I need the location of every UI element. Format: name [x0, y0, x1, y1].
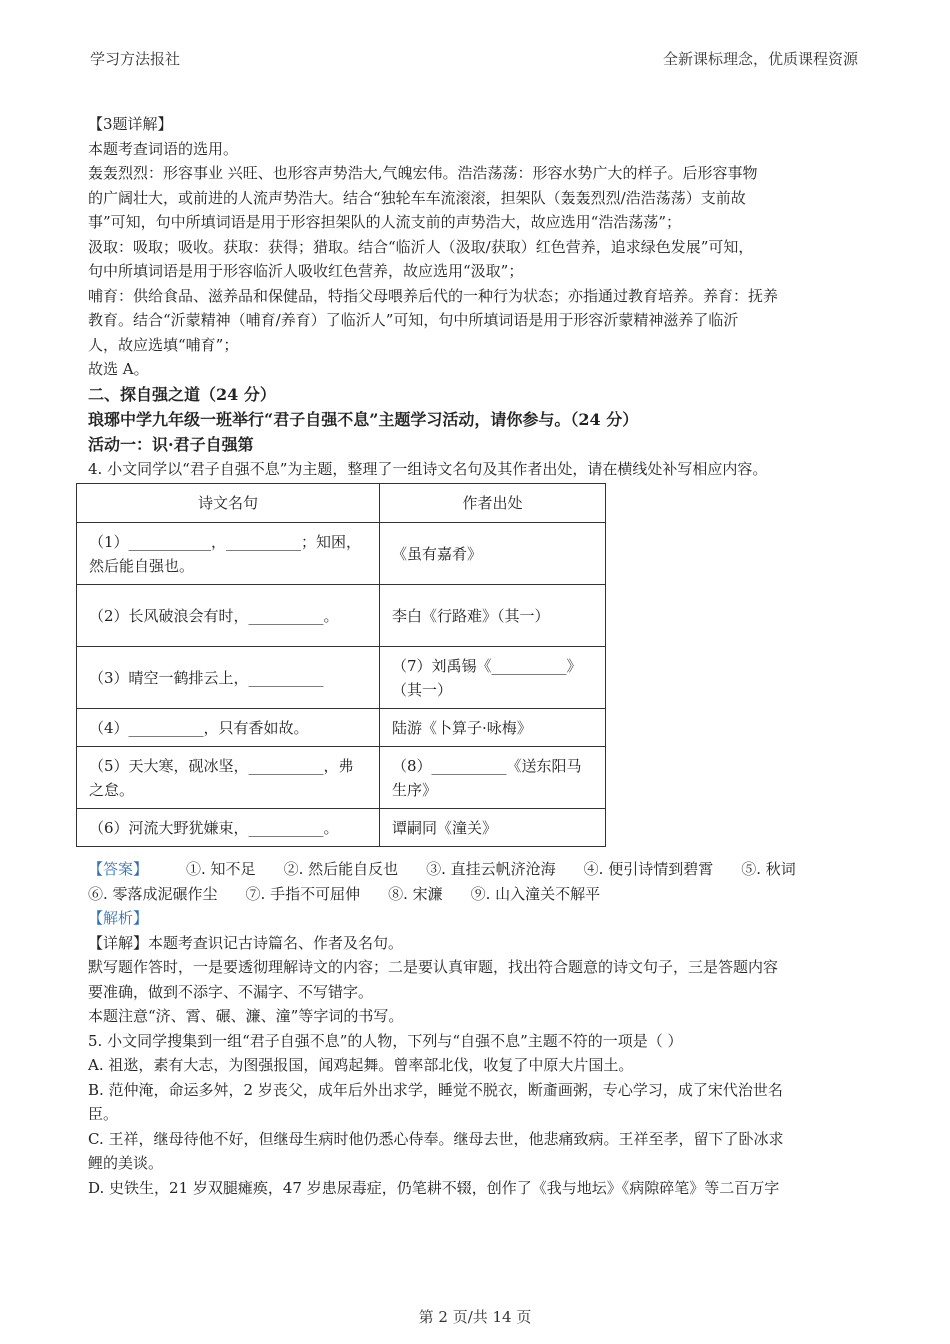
answer-item: ⑦. 手指不可屈伸	[245, 884, 361, 903]
answer-item: ⑥. 零落成泥碾作尘	[88, 884, 218, 903]
header-slogan: 全新课标理念，优质课程资源	[662, 50, 858, 68]
q3-detail-line: 人，故应选填“哺育”；	[88, 335, 239, 354]
q5-option: A. 祖逖，素有大志，为图强报国，闻鸡起舞。曾率部北伐，收复了中原大片国土。	[88, 1056, 634, 1074]
answer-item: ③. 直挂云帆济沧海	[426, 860, 556, 878]
table-cell: （2）长风破浪会有时，__________。	[77, 585, 380, 647]
table-row	[77, 585, 606, 647]
q5-option: D. 史铁生，21 岁双腿瘫痪，47 岁患尿毒症，仍笔耕不辍，创作了《我与地坛》《病隙碎笔》等二百万字	[88, 1178, 780, 1197]
answer-item: ⑤. 秋词	[741, 860, 796, 878]
table-cell: （3）晴空一鹤排云上，__________	[77, 647, 380, 709]
answer-item: ④. 便引诗情到碧霄	[583, 860, 714, 878]
q3-detail-line: 故选 A。	[88, 360, 149, 378]
header-publisher: 学习方法报社	[90, 50, 181, 68]
table-cell: 陆游《卜算子·咏梅》	[380, 709, 606, 747]
q3-detail-line: 教育。结合“沂蒙精神（哺育/养育）了临沂人”可知，句中所填词语是用于形容沂蒙精神滋养了临沂	[88, 311, 739, 329]
table-cell: 谭嗣同《潼关》	[380, 809, 606, 847]
q5-stem: 5. 小文同学搜集到一组“君子自强不息”的人物，下列与“自强不息”主题不符的一项是（ ）	[88, 1031, 683, 1050]
table-cell: （4）__________，只有香如故。	[77, 709, 380, 747]
q5-option: 鲤的美谈。	[88, 1154, 164, 1172]
table-cell: （6）河流大野犹嫌束，__________。	[77, 809, 380, 847]
table-row	[77, 523, 606, 585]
poem-table	[76, 483, 606, 847]
q3-detail-line: 哺育：供给食品、滋养品和保健品，特指父母喂养后代的一种行为状态；亦指通过教育培养。养育：抚养	[88, 286, 779, 305]
column-header: 诗文名句	[77, 484, 380, 523]
section-title: 二、探自强之道（24 分）	[88, 384, 276, 404]
answer-item: ⑧. 宋濂	[388, 884, 443, 903]
q5-option: 臣。	[88, 1105, 119, 1123]
table-cell: 李白《行路难》（其一）	[380, 585, 606, 647]
q3-detail-line: 事”可知，句中所填词语是用于形容担架队的人流支前的声势浩大，故应选用“浩浩荡荡”；	[88, 213, 682, 231]
table-row	[77, 747, 606, 809]
activity-title: 活动一：识·君子自强第	[88, 434, 254, 454]
section-intro: 琅琊中学九年级一班举行“君子自强不息”主题学习活动，请你参与。（24 分）	[88, 409, 639, 429]
answer-item: ①. 知不足	[186, 860, 256, 878]
answer-label: 【答案】	[88, 860, 149, 878]
table-header-row	[77, 484, 606, 523]
q3-detail-line: 【3题详解】	[88, 115, 173, 133]
answer-item: ②. 然后能自反也	[283, 860, 399, 878]
column-header: 作者出处	[380, 484, 606, 523]
page-number: 第 2 页/共 14 页	[418, 1308, 532, 1326]
q3-detail	[88, 112, 863, 382]
q3-detail-line: 本题考查词语的选用。	[88, 139, 239, 158]
analysis-line: 要准确，做到不添字、不漏字、不写错字。	[88, 982, 374, 1001]
analysis-label: 【解析】	[88, 909, 149, 927]
analysis-line: 默写题作答时，一是要透彻理解诗文的内容；二是要认真审题，找出符合题意的诗文句子，三是答题内容	[88, 958, 779, 976]
table-row	[77, 709, 606, 747]
q5-option: C. 王祥，继母待他不好，但继母生病时他仍悉心侍奉。继母去世，他悲痛致病。王祥至孝，留下了卧冰求	[88, 1129, 784, 1148]
analysis-line: 【详解】本题考查识记古诗篇名、作者及名句。	[88, 933, 404, 952]
q3-detail-line: 轰轰烈烈：形容事业 兴旺、也形容声势浩大,气魄宏伟。浩浩荡荡：形容水势广大的样子。后形容事物	[88, 164, 758, 182]
answer-item: ⑨. 山入潼关不解平	[470, 884, 601, 903]
analysis-line: 本题注意“济、霄、碾、濂、潼”等字词的书写。	[88, 1007, 404, 1025]
table-cell: 《虽有嘉肴》	[380, 523, 606, 585]
table-cell: （5）天大寒，砚冰坚，__________，弗之怠。	[77, 747, 380, 809]
page-content	[88, 112, 863, 1200]
q5-option: B. 范仲淹，命运多舛，2 岁丧父，成年后外出求学，睡觉不脱衣，断齑画粥，专心学习，成了宋代治世名	[88, 1080, 783, 1099]
q4-stem: 4. 小文同学以“君子自强不息”为主题，整理了一组诗文名句及其作者出处，请在横线处补写相应内容。	[88, 459, 768, 478]
table-cell: （8）__________《送东阳马生序》	[380, 747, 606, 809]
q3-detail-line: 句中所填词语是用于形容临沂人吸收红色营养，故应选用“汲取”；	[88, 262, 524, 280]
answer-block	[88, 857, 863, 906]
table-cell: （1）___________，__________；知困，然后能自强也。	[77, 523, 380, 585]
table-cell: （7）刘禹锡《__________》（其一）	[380, 647, 606, 709]
table-row	[77, 809, 606, 847]
q3-detail-line: 的广阔壮大，或前进的人流声势浩大。结合“独轮车车流滚滚，担架队（轰轰烈烈/浩浩荡荡）支前故	[88, 188, 746, 207]
q3-detail-line: 汲取：吸取；吸收。获取：获得；猎取。结合“临沂人（汲取/获取）红色营养，追求绿色发展”可知，	[88, 237, 754, 256]
table-row	[77, 647, 606, 709]
